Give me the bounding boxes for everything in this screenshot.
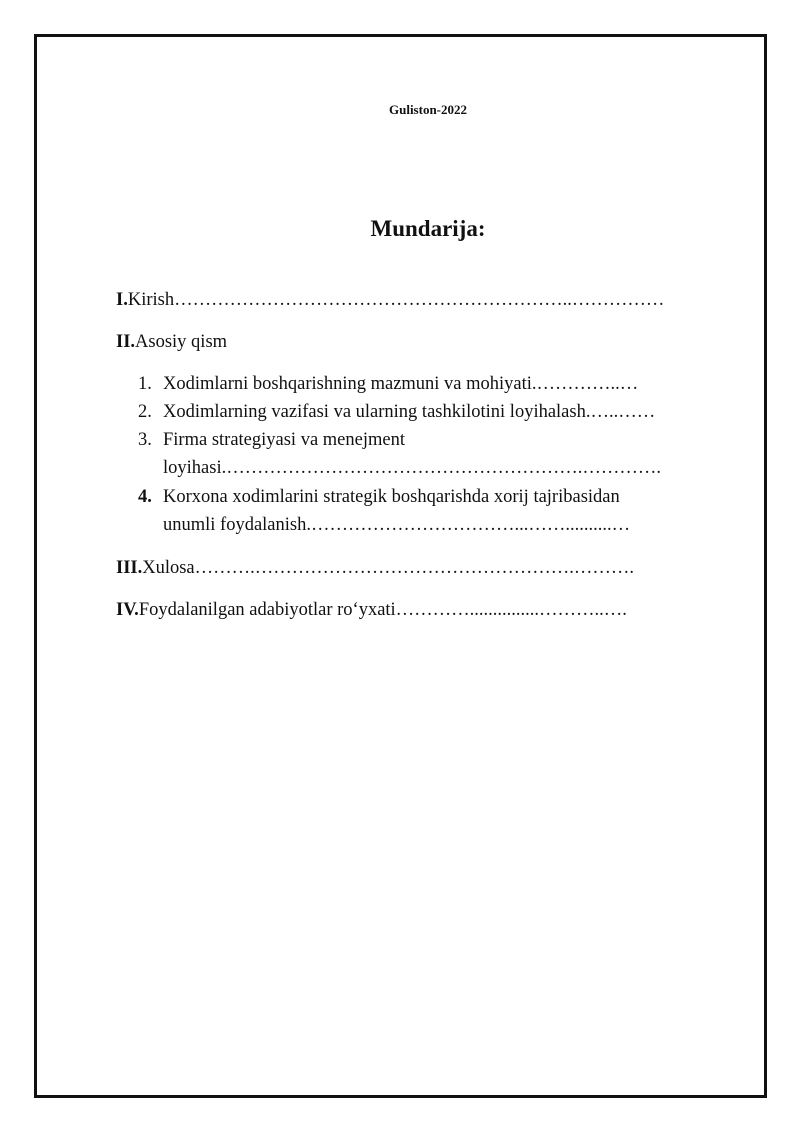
toc-subentry-1 <box>138 370 638 398</box>
toc-subentry-text: Xodimlarni boshqarishning mazmuni va mohiyati.…………..… <box>163 374 639 394</box>
toc-subentry-text: Xodimlarning vazifasi va ularning tashkilotini loyihalash.…..…… <box>163 402 656 422</box>
toc-entry-text: Kirish………………………………………………………..…………… <box>127 290 665 310</box>
toc-entry-number: III. <box>116 558 143 578</box>
toc-subentry-4 <box>138 483 620 511</box>
toc-subentry-text: Korxona xodimlarini strategik boshqarishda xorij tajribasidan <box>163 487 620 507</box>
toc-entry-number: I. <box>116 290 128 310</box>
toc-entry-main-part <box>116 328 227 356</box>
list-marker: 1. <box>138 374 152 394</box>
toc-subentry-3-continuation: loyihasi.………………………………………………….…………. <box>163 458 661 478</box>
toc-entry-conclusion <box>116 554 634 582</box>
list-marker: 4. <box>138 487 152 507</box>
toc-subentry-2 <box>138 398 655 426</box>
list-marker: 3. <box>138 430 152 450</box>
toc-entry-introduction <box>116 286 664 314</box>
list-marker: 2. <box>138 402 152 422</box>
header-city-year: Guliston-2022 <box>388 102 467 117</box>
toc-title: Mundarija: <box>370 216 486 241</box>
toc-entry-text: Foydalanilgan adabiyotlar ro‘yxati…………...............………..…. <box>138 600 627 620</box>
toc-subentry-4-continuation: unumli foydalanish.……………………………...……..........… <box>163 515 631 535</box>
toc-entry-number: II. <box>116 332 136 352</box>
toc-entry-text: Asosiy qism <box>135 332 228 352</box>
toc-subentry-3 <box>138 426 405 454</box>
toc-subentry-text: Firma strategiyasi va menejment <box>163 430 405 450</box>
toc-entry-text: Xulosa……….…………………………………………….………. <box>142 558 635 578</box>
toc-entry-references <box>116 596 627 624</box>
toc-entry-number: IV. <box>116 600 139 620</box>
